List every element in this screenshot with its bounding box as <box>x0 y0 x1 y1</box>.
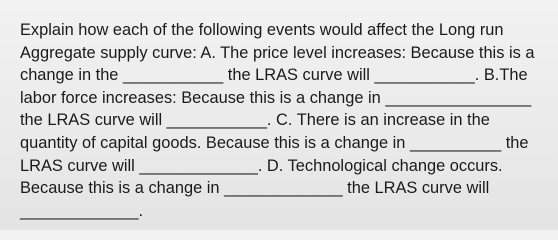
question-text: Explain how each of the following events would affect the Long run Aggregate supply curve: A. The price level increases: Because this is a change in the ___________ the LRAS curve will ___________. B.The labor force increases: Because this is a change in ________________ the LRAS curve will ___________. C. There is an increase in the quantity of capital goods. Because this is a change in __________ the LRAS curve will _____________. D. Technological change occurs. Because this is a change in _____________ the LRAS curve will _____________. <box>20 21 535 220</box>
